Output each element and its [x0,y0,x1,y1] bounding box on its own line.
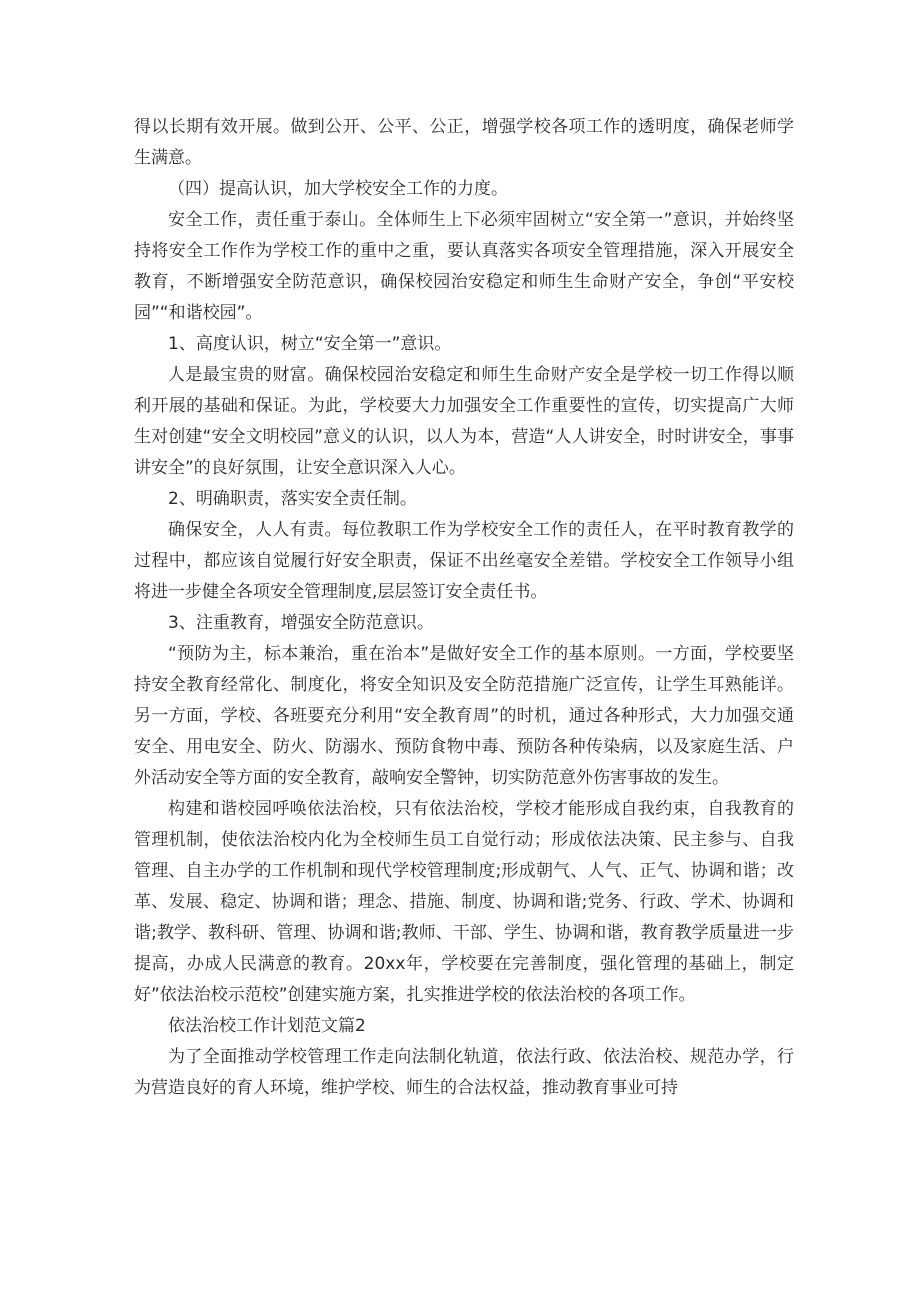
subheading-1: 1、高度认识，树立“安全第一”意识。 [168,334,452,354]
paragraph-awareness: 人是最宝贵的财富。确保校园治安稳定和师生生命财产安全是学校一切工作得以顺利开展的基础和保证。为此，学校要大力加强安全工作重要性的宣传，切实提高广大师生对创建“安全文明校园”意义的认识，以人为本，营造“人人讲安全，时时讲安全，事事讲安全”的良好氛围，让安全意识深入人心。 [134,365,794,478]
paragraph-continuation: 得以长期有效开展。做到公开、公平、公正，增强学校各项工作的透明度，确保老师学生满意。 [134,117,794,168]
document-body [134,112,794,1104]
paragraph-safety-intro: 安全工作，责任重于泰山。全体师生上下必须牢固树立“安全第一”意识，并始终坚持将安全工作作为学校工作的重中之重，要认真落实各项安全管理措施，深入开展安全教育，不断增强安全防范意识，确保校园治安稳定和师生生命财产安全，争创“平安校园”“和谐校园”。 [134,210,794,323]
paragraph-education: “预防为主，标本兼治，重在治本”是做好安全工作的基本原则。一方面，学校要坚持安全教育经常化、制度化，将安全知识及安全防范措施广泛宣传，让学生耳熟能详。另一方面，学校、各班要充分利用“安全教育周”的时机，通过各种形式，大力加强交通安全、用电安全、防火、防溺水、预防食物中毒、预防各种传染病，以及家庭生活、户外活动安全等方面的安全教育，敲响安全警钟，切实防范意外伤害事故的发生。 [134,644,794,788]
paragraph-harmony: 构建和谐校园呼唤依法治校，只有依法治校，学校才能形成自我约束，自我教育的管理机制，使依法治校内化为全校师生员工自觉行动；形成依法决策、民主参与、自我管理、自主办学的工作机制和现代学校管理制度;形成朝气、人气、正气、协调和谐；改革、发展、稳定、协调和谐；理念、措施、制度、协调和谐;党务、行政、学术、协调和谐;教学、教科研、管理、协调和谐;教师、干部、学生、协调和谐，教育教学质量进一步提高，办成人民满意的教育。20xx年，学校要在完善制度，强化管理的基础上，制定好”依法治校示范校”创建实施方案，扎实推进学校的依法治校的各项工作。 [134,799,794,1005]
paragraph-responsibility: 确保安全，人人有责。每位教职工作为学校安全工作的责任人，在平时教育教学的过程中，都应该自觉履行好安全职责，保证不出丝毫安全差错。学校安全工作领导小组将进一步健全各项安全管理制度,层层签订安全责任书。 [134,520,794,602]
article-title-2: 依法治校工作计划范文篇2 [168,1016,366,1036]
paragraph-article-2-intro: 为了全面推动学校管理工作走向法制化轨道，依法行政、依法治校、规范办学，行为营造良好的育人环境，维护学校、师生的合法权益，推动教育事业可持 [134,1047,794,1098]
subheading-2: 2、明确职责，落实安全责任制。 [168,489,417,509]
section-heading-four: （四）提高认识，加大学校安全工作的力度。 [168,179,508,199]
subheading-3: 3、注重教育，增强安全防范意识。 [168,613,434,633]
